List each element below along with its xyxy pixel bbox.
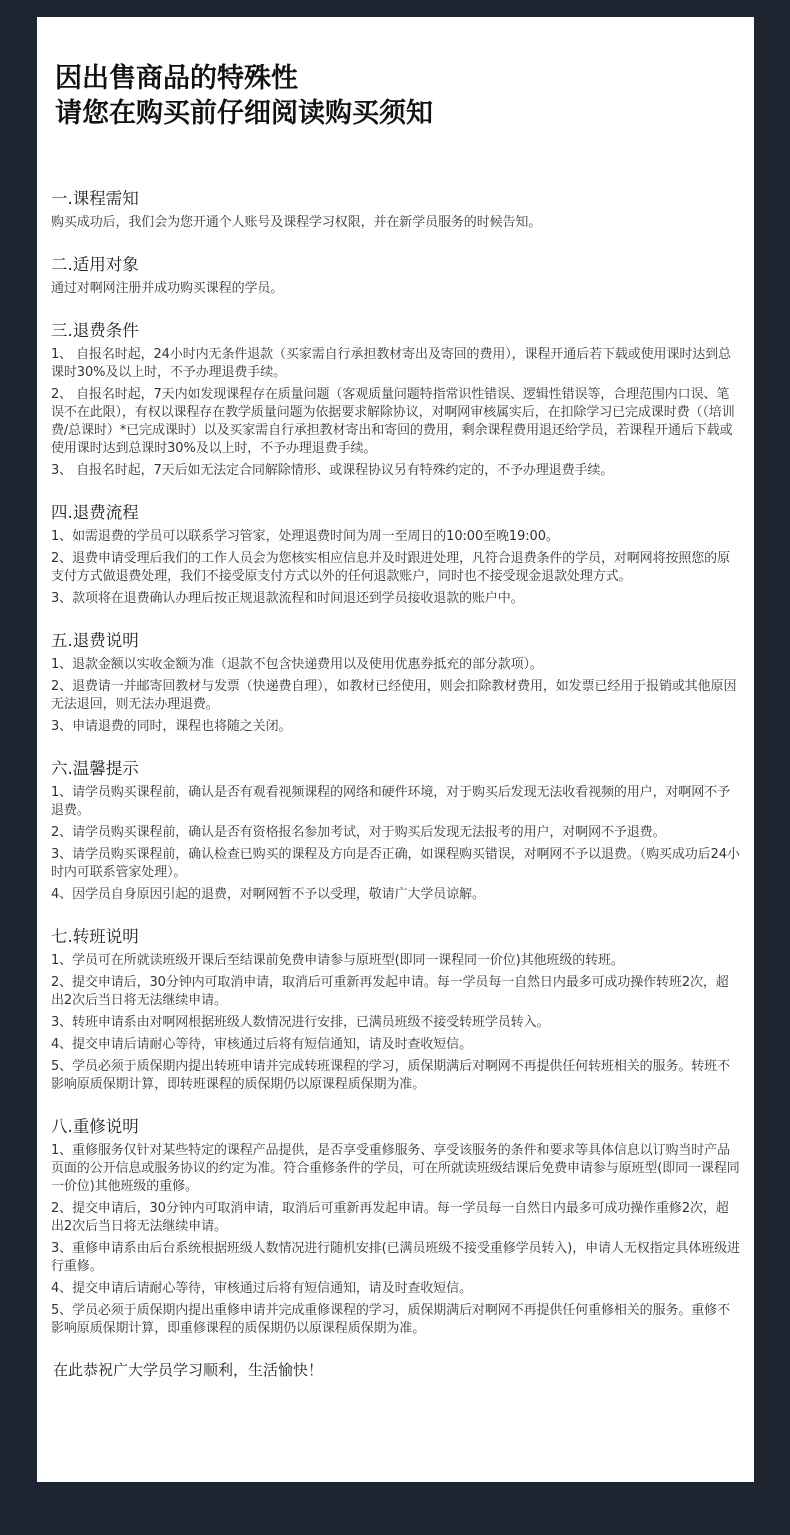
notice-card bbox=[37, 17, 754, 1482]
section-paragraph: 1、请学员购买课程前，确认是否有观看视频课程的网络和硬件环境，对于购买后发现无法收看视频的用户，对啊网不予退费。 bbox=[51, 785, 730, 818]
section bbox=[51, 254, 740, 298]
section-paragraph: 4、提交申请后请耐心等待，审核通过后将有短信通知，请及时查收短信。 bbox=[51, 1037, 472, 1052]
section-paragraph: 3、转班申请系由对啊网根据班级人数情况进行安排，已满员班级不接受转班学员转入。 bbox=[51, 1015, 550, 1030]
section-paragraph: 购买成功后，我们会为您开通个人账号及课程学习权限，并在新学员服务的时候告知。 bbox=[51, 215, 542, 230]
section-paragraph: 2、请学员购买课程前，确认是否有资格报名参加考试，对于购买后发现无法报考的用户，对啊网不予退费。 bbox=[51, 825, 666, 840]
section-title: 七.转班说明 bbox=[51, 927, 139, 946]
section bbox=[51, 630, 740, 736]
section-paragraph: 4、提交申请后请耐心等待，审核通过后将有短信通知，请及时查收短信。 bbox=[51, 1281, 472, 1296]
headline-line-1: 因出售商品的特殊性 bbox=[55, 63, 298, 94]
section-paragraph: 2、 自报名时起，7天内如发现课程存在质量问题（客观质量问题特指常识性错误、逻辑性错误等，合理范围内口误、笔误不在此限），有权以课程存在教学质量问题为依据要求解除协议，对啊网审核属实后，在扣除学习已完成课时费（（培训费/总课时）*已完成课时）以及买家需自行承担教材寄出和寄回的费用，剩余课程费用退还给学员，若课程开通后下载或使用课时达到总课时30%及以上时，不予办理退费手续。 bbox=[51, 387, 735, 456]
section-paragraph: 1、退款金额以实收金额为准（退款不包含快递费用以及使用优惠券抵充的部分款项）。 bbox=[51, 657, 543, 672]
section-title: 六.温馨提示 bbox=[51, 759, 139, 778]
section bbox=[51, 758, 740, 904]
section-paragraph: 3、重修申请系由后台系统根据班级人数情况进行随机安排(已满员班级不接受重修学员转入)，申请人无权指定具体班级进行重修。 bbox=[51, 1241, 740, 1274]
section-paragraph: 5、学员必须于质保期内提出转班申请并完成转班课程的学习，质保期满后对啊网不再提供任何转班相关的服务。转班不影响原质保期计算，即转班课程的质保期仍以原课程质保期为准。 bbox=[51, 1059, 730, 1092]
section-paragraph: 1、学员可在所就读班级开课后至结课前免费申请参与原班型(即同一课程同一价位)其他班级的转班。 bbox=[51, 953, 624, 968]
section bbox=[51, 320, 740, 480]
section-title: 三.退费条件 bbox=[51, 321, 139, 340]
section-title: 五.退费说明 bbox=[51, 631, 139, 650]
section-title: 二.适用对象 bbox=[51, 255, 139, 274]
section-paragraph: 1、如需退费的学员可以联系学习管家，处理退费时间为周一至周日的10:00至晚19:00。 bbox=[51, 529, 559, 544]
section-paragraph: 3、 自报名时起，7天后如无法定合同解除情形、或课程协议另有特殊约定的，不予办理退费手续。 bbox=[51, 463, 614, 478]
section-paragraph: 4、因学员自身原因引起的退费，对啊网暂不予以受理，敬请广大学员谅解。 bbox=[51, 887, 485, 902]
section-paragraph: 5、学员必须于质保期内提出重修申请并完成重修课程的学习，质保期满后对啊网不再提供任何重修相关的服务。重修不影响原质保期计算，即重修课程的质保期仍以原课程质保期为准。 bbox=[51, 1303, 730, 1336]
section-title: 八.重修说明 bbox=[51, 1117, 139, 1136]
section bbox=[51, 188, 740, 232]
section-title: 四.退费流程 bbox=[51, 503, 139, 522]
section-paragraph: 1、重修服务仅针对某些特定的课程产品提供，是否享受重修服务、享受该服务的条件和要求等具体信息以订购当时产品页面的公开信息或服务协议的约定为准。符合重修条件的学员，可在所就读班级结课后免费申请参与原班型(即同一课程同一价位)其他班级的重修。 bbox=[51, 1143, 740, 1194]
closing-message: 在此恭祝广大学员学习顺利，生活愉快！ bbox=[53, 1361, 324, 1379]
section-paragraph: 3、申请退费的同时，课程也将随之关闭。 bbox=[51, 719, 292, 734]
headline bbox=[55, 61, 740, 131]
section-title: 一.课程需知 bbox=[51, 189, 139, 208]
section-paragraph: 2、退费申请受理后我们的工作人员会为您核实相应信息并及时跟进处理，凡符合退费条件的学员，对啊网将按照您的原支付方式做退费处理，我们不接受原支付方式以外的任何退款账户，同时也不接受现金退款处理方式。 bbox=[51, 551, 730, 584]
sections bbox=[51, 188, 740, 1338]
section-paragraph: 2、退费请一并邮寄回教材与发票（快递费自理），如教材已经使用，则会扣除教材费用，如发票已经用于报销或其他原因无法退回，则无法办理退费。 bbox=[51, 679, 737, 712]
section-paragraph: 3、请学员购买课程前，确认检查已购买的课程及方向是否正确，如课程购买错误，对啊网不予以退费。（购买成功后24小时内可联系管家处理）。 bbox=[51, 847, 740, 880]
headline-line-2: 请您在购买前仔细阅读购买须知 bbox=[55, 98, 433, 129]
section-paragraph: 2、提交申请后，30分钟内可取消申请，取消后可重新再发起申请。每一学员每一自然日内最多可成功操作转班2次，超出2次后当日将无法继续申请。 bbox=[51, 975, 729, 1008]
section bbox=[51, 926, 740, 1094]
section-paragraph: 1、 自报名时起，24小时内无条件退款（买家需自行承担教材寄出及寄回的费用），课程开通后若下载或使用课时达到总课时30%及以上时，不予办理退费手续。 bbox=[51, 347, 731, 380]
section-paragraph: 2、提交申请后，30分钟内可取消申请，取消后可重新再发起申请。每一学员每一自然日内最多可成功操作重修2次，超出2次后当日将无法继续申请。 bbox=[51, 1201, 729, 1234]
section bbox=[51, 1116, 740, 1338]
section bbox=[51, 502, 740, 608]
section-paragraph: 3、款项将在退费确认办理后按正规退款流程和时间退还到学员接收退款的账户中。 bbox=[51, 591, 524, 606]
section-paragraph: 通过对啊网注册并成功购买课程的学员。 bbox=[51, 281, 284, 296]
